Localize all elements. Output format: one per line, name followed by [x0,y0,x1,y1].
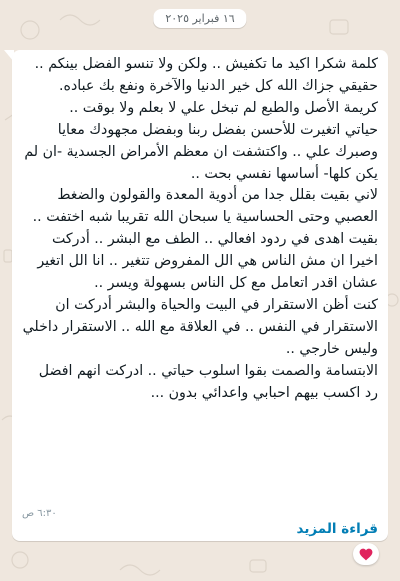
message-time: ٦:٣٠ ص [22,508,57,519]
message-text: كلمة شكرا اكيد ما تكفيش .. ولكن ولا تنسو الفضل بينكم .. حقيقي جزاك الله كل خير الدنيا والآخرة ونفع بك عباده. كريمة الأصل والطبع لم تبخل علي لا بعلم ولا بوقت .. حياتي اتغيرت للأحسن بفضل ربنا وبفضل مجهودك معايا وصبرك علي .. واكتشفت ان معظم الأمراض الجسدية -ان لم يكن كلها- أساسها نفسي بحت .. لاني بقيت بقلل جدا من أدوية المعدة والقولون والضغط العصبي وحتى الحساسية يا سبحان الله تقريبا شبه اختفت .. بقيت اهدى في ردود افعالي .. الطف مع البشر .. أدركت اخيرا ان مش الناس هي الل المفروض تتغير .. انا الل اتغير عشان اقدر اتعامل مع كل الناس بسهولة ويسر .. كنت أظن الاستقرار في البيت والحياة والبشر أدركت ان الاستقرار في النفس .. في العلاقة مع الله .. الاستقرار داخلي وليس خارجي .. الابتسامة والصمت بقوا اسلوب حياتي .. ادركت انهم افضل رد اكسب بيهم احبابي واعدائي بدون ... [22,56,378,401]
date-separator: ١٦ فبراير ٢٠٢٥ [153,9,246,28]
read-more-link[interactable]: قراءة المزيد [296,521,378,537]
message-bubble[interactable] [12,50,388,541]
heart-reaction-icon[interactable] [353,543,379,565]
heart-icon [359,548,373,561]
